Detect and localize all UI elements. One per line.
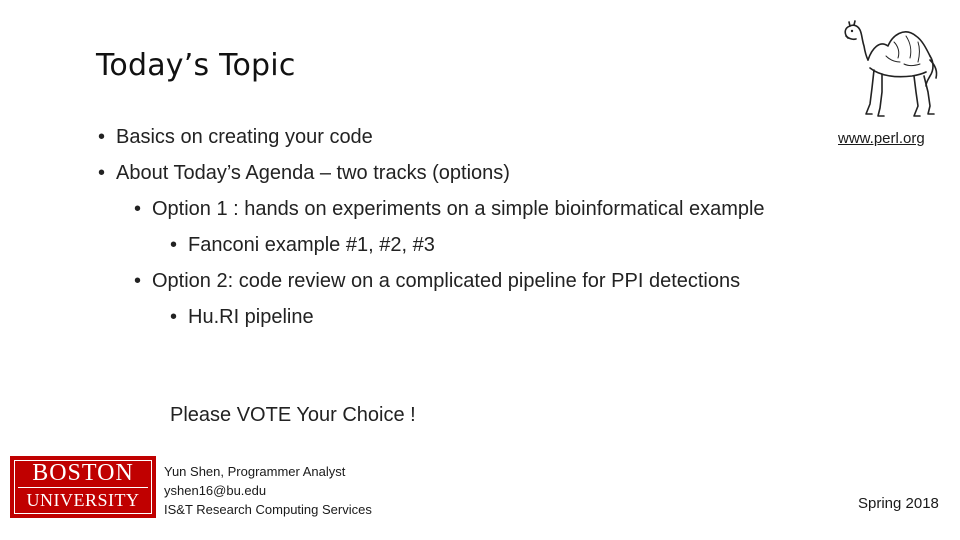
bullet-text: Option 2: code review on a complicated pipeline for PPI detections: [152, 270, 741, 292]
vote-prompt: Please VOTE Your Choice !: [170, 404, 416, 426]
contact-email: yshen16@bu.edu: [164, 483, 267, 498]
bullet-icon: •: [98, 126, 106, 148]
bullet-icon: •: [170, 306, 178, 328]
bullet-icon: •: [134, 270, 142, 292]
slide-title: Today’s Topic: [96, 48, 296, 83]
bullet-text: Option 1 : hands on experiments on a simple bioinformatical example: [152, 198, 765, 220]
bullet-item: [96, 124, 816, 150]
contact-org: IS&T Research Computing Services: [164, 502, 372, 517]
perl-website-link[interactable]: www.perl.org: [838, 130, 925, 147]
boston-university-logo: [10, 456, 156, 518]
logo-text-line1: BOSTON: [32, 460, 134, 486]
term-label: Spring 2018: [858, 495, 939, 512]
bullet-list: [96, 124, 816, 340]
contact-info: [164, 462, 372, 519]
bullet-item: [96, 160, 816, 186]
contact-name: Yun Shen, Programmer Analyst: [164, 464, 346, 479]
logo-divider: [18, 487, 148, 488]
bullet-icon: •: [134, 198, 142, 220]
bullet-text: Hu.RI pipeline: [188, 306, 314, 328]
bullet-item: [168, 232, 816, 258]
camel-icon: [834, 12, 946, 124]
bullet-icon: •: [98, 162, 106, 184]
bullet-item: [168, 304, 816, 330]
bullet-text: Basics on creating your code: [116, 126, 373, 148]
bullet-text: Fanconi example #1, #2, #3: [188, 234, 435, 256]
logo-text-line2: UNIVERSITY: [26, 490, 140, 510]
bullet-text: About Today’s Agenda – two tracks (options): [116, 162, 510, 184]
bullet-icon: •: [170, 234, 178, 256]
bullet-item: [132, 196, 816, 222]
bullet-item: [132, 268, 816, 294]
